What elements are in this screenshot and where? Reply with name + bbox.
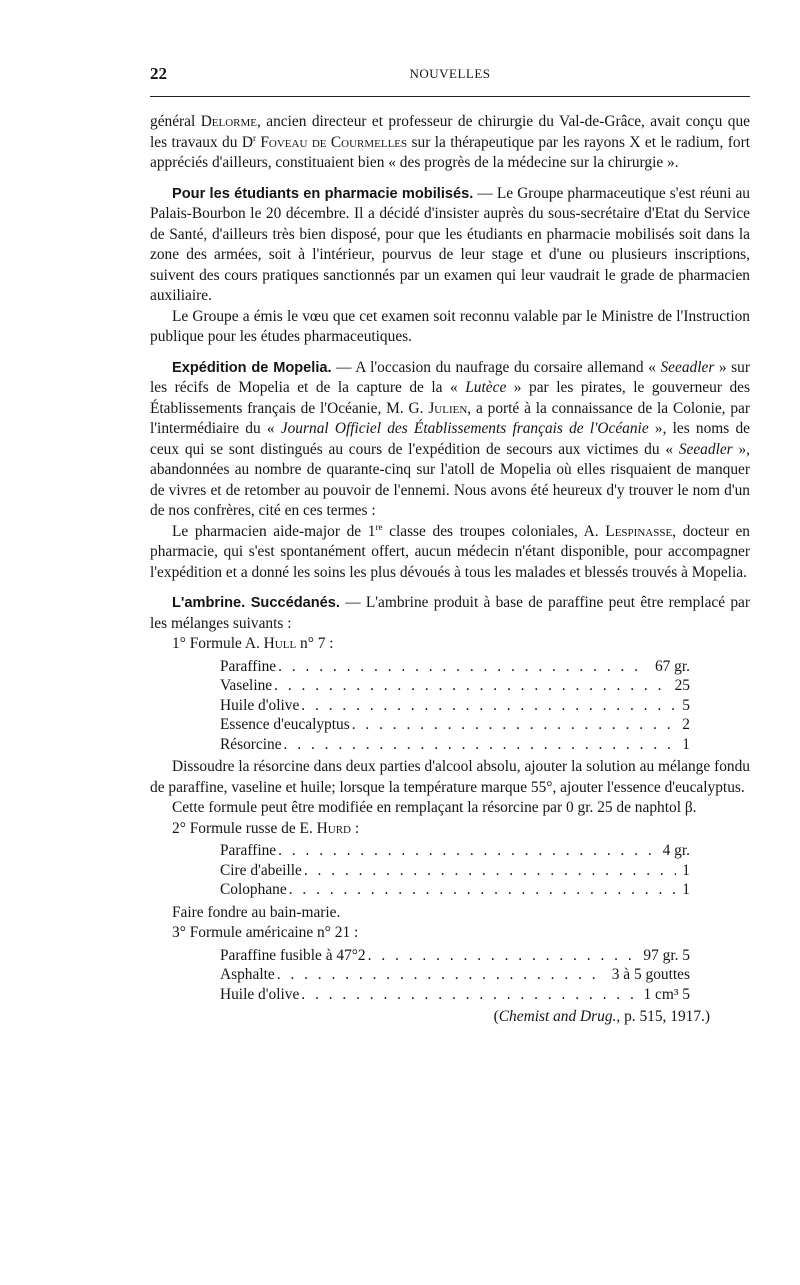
- ingredient-row: Huile d'olive . . . 5: [220, 696, 690, 716]
- ingredient-row: Essence d'eucalyptus . . . 2: [220, 715, 690, 735]
- paragraph-delorme: général Delorme, ancien directeur et professeur de chirurgie du Val-de-Grâce, avait conçu que les travaux du $D^r$ Foveau de Courmelles sur la thérapeutique par les rayons X et le radium, fort appréciés d'ailleurs, constituaient bien « des progrès de la médecine sur la chirurgie ».: [150, 113, 750, 171]
- paragraph-mopelia: Expédition de Mopelia. — A l'occasion du naufrage du corsaire allemand « Seeadler » sur les récifs de Mopelia et de la capture de la « Lutèce » par les pirates, le gouverneur des Établissements français de l'Océanie, M. G. Julien, a porté à la connaissance de la Colonie, par l'intermédiaire du « Journal Officiel des Établissements français de l'Océanie », les noms de ceux qui se sont distingués au cours de l'expédition de secours aux victimes du « Seeadler », abandonnées au nombre de quarante-cinq sur l'atoll de Mopelia où elles risquaient de manquer de vivres et de retomber au pouvoir de l'ennemi. Nous avons été heureux d'y trouver le nom d'un de nos confrères, cité en ces termes :: [150, 358, 751, 519]
- formula-3-title: 3° Formule américaine n° 21 :: [172, 924, 359, 941]
- ingredient-row: Asphalte . . . 3 à 5 gouttes: [220, 965, 690, 985]
- paragraph-bain-marie: Faire fondre au bain-marie.: [172, 903, 341, 921]
- author-name: Delorme: [200, 113, 258, 130]
- person-name: Lespinasse: [605, 522, 673, 540]
- ingredient-row: Résorcine . . . 1: [220, 735, 690, 755]
- person-name: Julien: [428, 399, 468, 417]
- formula-2-list: [220, 841, 690, 900]
- ingredient-row: Paraffine . . . 4 gr.: [220, 841, 690, 861]
- article-body: [150, 112, 750, 1028]
- formula-3-list: [220, 946, 690, 1005]
- formula-1-title: 1° Formule A. Hull n° 7 :: [172, 635, 334, 652]
- ingredient-row: Colophane . . . 1: [220, 880, 690, 900]
- paragraph-dissoudre: Dissoudre la résorcine dans deux parties d'alcool absolu, ajouter la solution au mélange fondu de paraffine, vaseline et huile; lorsque la température marque 55°, ajouter l'essence d'eucalyptus.: [150, 758, 750, 796]
- author-name: Foveau de Courmelles: [260, 133, 408, 151]
- paragraph-voeu: Le Groupe a émis le vœu que cet examen soit reconnu valable par le Ministre de l'Instruction publique pour les études pharmaceutiques.: [150, 307, 750, 345]
- paragraph-lespinasse: Le pharmacien aide-major de 1re classe des troupes coloniales, A. Lespinasse, docteur en pharmacie, qui s'est spontanément offert, aucun médecin n'étant disponible, pour accompagner l'expédition et a donné les soins les plus dévoués à tous les malades et blessés trouvés à Mopelia.: [150, 521, 750, 581]
- section-heading: L'ambrine. Succédanés.: [172, 595, 340, 611]
- paragraph-ambrine: L'ambrine. Succédanés. — L'ambrine produit à base de paraffine peut être remplacé par les mélanges suivants :: [150, 594, 751, 632]
- ingredient-row: Huile d'olive . . . 1 cm³ 5: [220, 985, 690, 1005]
- page-header: [150, 64, 750, 84]
- ingredient-row: Cire d'abeille . . . 1: [220, 861, 690, 881]
- formula-2-title: 2° Formule russe de E. Hurd :: [172, 819, 360, 837]
- page-number: 22: [150, 64, 167, 83]
- section-heading: Expédition de Mopelia.: [172, 359, 332, 376]
- running-title: NOUVELLES: [409, 66, 491, 81]
- ingredient-row: Vaseline . . . 25: [220, 676, 690, 696]
- paragraph-etudiants: Pour les étudiants en pharmacie mobilisés. — Le Groupe pharmaceutique s'est réuni au Palais-Bourbon le 20 décembre. Il a décidé d'insister auprès du sous-secrétaire d'Etat du Service de Santé, d'ailleurs très bien disposé, pour que les étudiants en pharmacie mobilisés soit dans la zone des armées, soit à l'intérieur, pourvus de leur stage et d'une ou plusieurs inscriptions, suivent des cours pratiques sanctionnés par un examen qui leur vaudrait le grade de pharmacien auxiliaire.: [150, 184, 750, 304]
- section-heading: Pour les étudiants en pharmacie mobilisés.: [172, 185, 474, 202]
- source-citation: (Chemist and Drug., p. 515, 1917.): [493, 1008, 710, 1025]
- ingredient-row: Paraffine . . . 67 gr.: [220, 657, 690, 677]
- header-rule: [150, 96, 750, 97]
- formula-1-list: [220, 657, 690, 755]
- ingredient-row: Paraffine fusible à 47°2 . . . 97 gr. 5: [220, 946, 690, 966]
- paragraph-naphtol: Cette formule peut être modifiée en remplaçant la résorcine par 0 gr. 25 de naphtol β.: [172, 799, 697, 816]
